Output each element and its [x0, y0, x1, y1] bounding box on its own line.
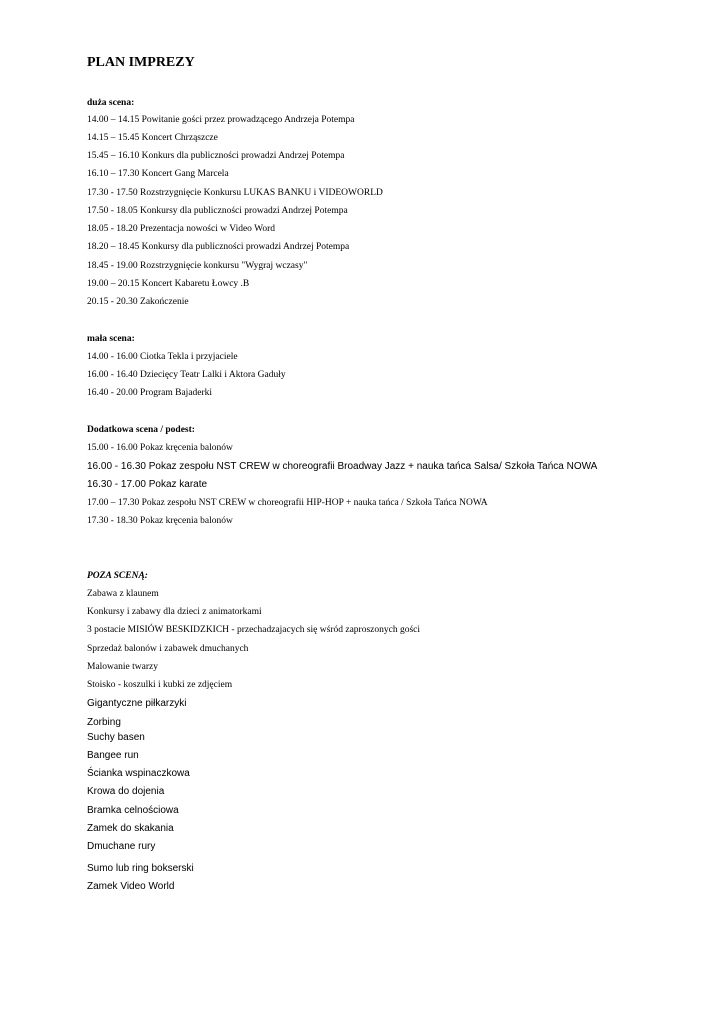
list-item: 20.15 - 20.30 Zakończenie	[87, 297, 189, 307]
list-item: 14.00 - 16.00 Ciotka Tekla i przyjaciele	[87, 352, 238, 362]
list-item: 3 postacie MISIÓW BESKIDZKICH - przechadzajacych się wśród zaproszonych gości	[87, 625, 421, 635]
list-item: 16.00 - 16.30 Pokaz zespołu NST CREW w choreografii Broadway Jazz + nauka tańca Salsa/ Szkoła Tańca NOWA	[87, 461, 598, 472]
list-item: 16.00 - 16.40 Dziecięcy Teatr Lalki i Aktora Gaduły	[87, 370, 286, 380]
list-item: Suchy basen	[87, 732, 145, 743]
list-item: 16.10 – 17.30 Koncert Gang Marcela	[87, 169, 229, 179]
list-item: Malowanie twarzy	[87, 662, 158, 672]
list-item: Zamek do skakania	[87, 823, 174, 834]
list-item: Zorbing	[87, 717, 121, 728]
list-item: 16.40 - 20.00 Program Bajaderki	[87, 388, 213, 398]
list-item: Dmuchane rury	[87, 841, 156, 852]
list-item: 15.45 – 16.10 Konkurs dla publiczności prowadzi Andrzej Potempa	[87, 151, 345, 161]
list-item: Ścianka wspinaczkowa	[87, 768, 190, 779]
section-heading-mala-scena: mała scena:	[87, 334, 135, 344]
section-heading-duza-scena: duża scena:	[87, 98, 135, 108]
list-item: Bangee run	[87, 750, 139, 761]
list-item: 18.20 – 18.45 Konkursy dla publiczności prowadzi Andrzej Potempa	[87, 242, 350, 252]
list-item: 18.45 - 19.00 Rozstrzygnięcie konkursu "Wygraj wczasy"	[87, 261, 308, 271]
list-item: 17.50 - 18.05 Konkursy dla publiczności prowadzi Andrzej Potempa	[87, 206, 348, 216]
list-item: 17.00 – 17.30 Pokaz zespołu NST CREW w choreografii HIP-HOP + nauka tańca / Szkoła Tańca NOWA	[87, 498, 488, 508]
page-title: PLAN IMPREZY	[87, 55, 195, 70]
list-item: Zabawa z klaunem	[87, 589, 159, 599]
list-item: Zamek Video World	[87, 881, 175, 892]
list-item: 14.00 – 14.15 Powitanie gości przez prowadzącego Andrzeja Potempa	[87, 115, 355, 125]
section-heading-poza-scena: POZA SCENĄ:	[87, 571, 148, 581]
list-item: 19.00 – 20.15 Koncert Kabaretu Łowcy .B	[87, 279, 250, 289]
list-item: Gigantyczne piłkarzyki	[87, 698, 187, 709]
section-heading-dodatkowa-scena: Dodatkowa scena / podest:	[87, 425, 195, 435]
list-item: 15.00 - 16.00 Pokaz kręcenia balonów	[87, 443, 233, 453]
list-item: 14.15 – 15.45 Koncert Chrząszcze	[87, 133, 218, 143]
list-item: Konkursy i zabawy dla dzieci z animatorkami	[87, 607, 262, 617]
list-item: Sumo lub ring bokserski	[87, 863, 194, 874]
list-item: Stoisko - koszulki i kubki ze zdjęciem	[87, 680, 233, 690]
list-item: 18.05 - 18.20 Prezentacja nowości w Video Word	[87, 224, 276, 234]
list-item: Bramka celnościowa	[87, 805, 179, 816]
list-item: 17.30 - 17.50 Rozstrzygnięcie Konkursu LUKAS BANKU i VIDEOWORLD	[87, 188, 383, 198]
list-item: Sprzedaż balonów i zabawek dmuchanych	[87, 644, 249, 654]
list-item: Krowa do dojenia	[87, 786, 165, 797]
list-item: 17.30 - 18.30 Pokaz kręcenia balonów	[87, 516, 233, 526]
list-item: 16.30 - 17.00 Pokaz karate	[87, 479, 208, 490]
